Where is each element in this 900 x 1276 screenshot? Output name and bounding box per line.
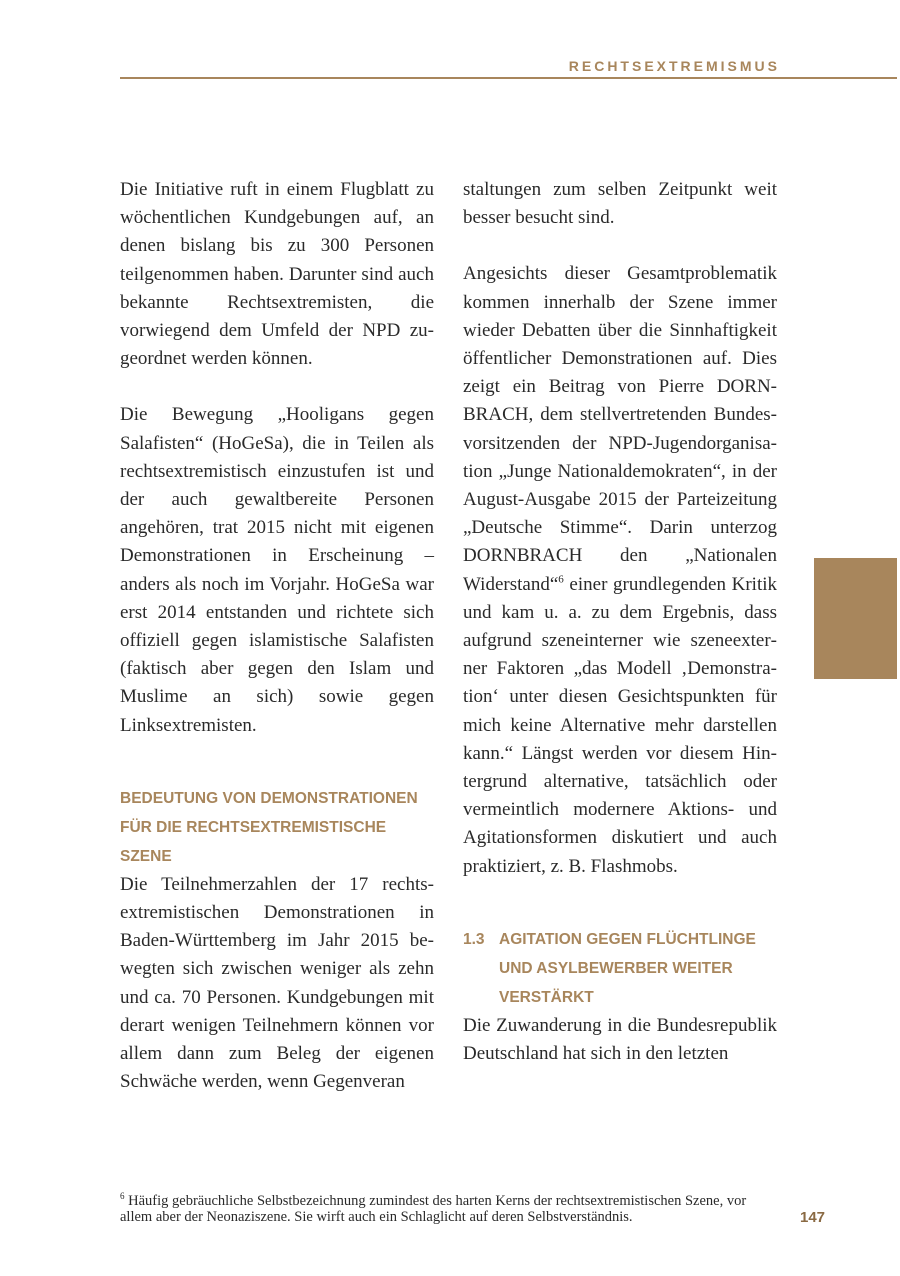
paragraph-initiative: Die Initiative ruft in einem Flugblatt zu wöchentlichen Kundgebungen auf, an denen bislang bis zu 300 Personen teilgenommen haben. Darunter sind auch bekannte Rechtsextremisten, die vorwiegend dem Umfeld der NPD zugeordnet werden können. <box>120 179 434 370</box>
section-heading-agitation <box>463 925 777 1012</box>
paragraph-hogesa: Die Bewegung „Hooligans gegen Salafisten“ (HoGeSa), die in Teilen als rechtsextremistisch einzustufen ist und der auch gewaltbereite Personen angehören, trat 2015 nicht mit eigenen Demonstrationen in Erscheinung – anders als noch im Vorjahr. HoGeSa war erst 2014 entstanden und richtete sich offiziell gegen islamistische Salafisten (faktisch aber gegen den Islam und Muslime an sich) sowie gegen Linksextremisten. <box>120 404 434 736</box>
paragraph-participants: Die Teilnehmerzahlen der 17 rechtsextremistischen Demonstrationen in Baden-Württemberg im Jahr 2015 bewegten sich zwischen weniger als zehn und ca. 70 Personen. Kundgebungen mit derart wenigen Teilnehmern können vor allem dann zum Beleg der eigenen Schwäche werden, wenn Gegenveran <box>120 873 434 1093</box>
running-header: RECHTSEXTREMISMUS <box>568 58 780 74</box>
paragraph-dornbrach-part1: Angesichts dieser Gesamtproblematik kommen innerhalb der Szene immer wieder Debatten über die Sinnhaftigkeit öffentlicher Demonstrationen auf. Dies zeigt ein Beitrag von Pierre DORNBRACH, dem stellvertretenden Bundesvorsitzenden der NPD-Jugendorganisation „Junge Nationaldemokraten“, in der August-Ausgabe 2015 der Parteizeitung „Deutsche Stimme“. Darin unterzog DORNBRACH den „Nationalen Widerstand“ <box>463 263 777 595</box>
left-column <box>120 176 434 1096</box>
right-column <box>463 176 777 1068</box>
paragraph-dornbrach <box>463 260 777 880</box>
paragraph-dornbrach-part2: einer grundlegenden Kritik und kam u. a. zu dem Ergebnis, dass aufgrund szeneinterner wie szeneexterner Faktoren „das Modell ‚Demonstration‘ unter diesen Gesichtspunkten für mich keine Alternative mehr darstellen kann.“ Längst werden vor diesem Hintergrund alternative, tatsächlich oder vermeintlich modernere Aktions- und Agitationsformen diskutiert und auch praktiziert, z. B. Flashmobs. <box>463 573 777 877</box>
chapter-thumb-tab <box>814 558 897 679</box>
page-number: 147 <box>800 1209 826 1226</box>
header-rule <box>120 77 897 79</box>
section-number: 1.3 <box>463 930 485 948</box>
paragraph-immigration: Die Zuwanderung in die Bundesrepublik Deutschland hat sich in den letzten <box>463 1014 777 1065</box>
section-heading-text: AGITATION GEGEN FLÜCHTLINGE UND ASYLBEWERBER WEITER VERSTÄRKT <box>499 930 756 1006</box>
paragraph-continuation: staltungen zum selben Zeitpunkt weit besser besucht sind. <box>463 179 777 229</box>
footnote-mark: 6 <box>120 1191 125 1202</box>
footnote <box>120 1193 760 1225</box>
footnote-text: Häufig gebräuchliche Selbstbezeichnung zumindest des harten Kerns der rechtsextremistischen Szene, vor allem aber der Neonaziszene. Sie wirft auch ein Schlaglicht auf deren Selbstverständnis. <box>120 1193 747 1225</box>
section-heading-demonstrations: BEDEUTUNG VON DEMONSTRATIONEN FÜR DIE RECHTSEXTREMISTISCHE SZENE <box>120 789 418 865</box>
footnote-reference: 6 <box>558 573 564 586</box>
